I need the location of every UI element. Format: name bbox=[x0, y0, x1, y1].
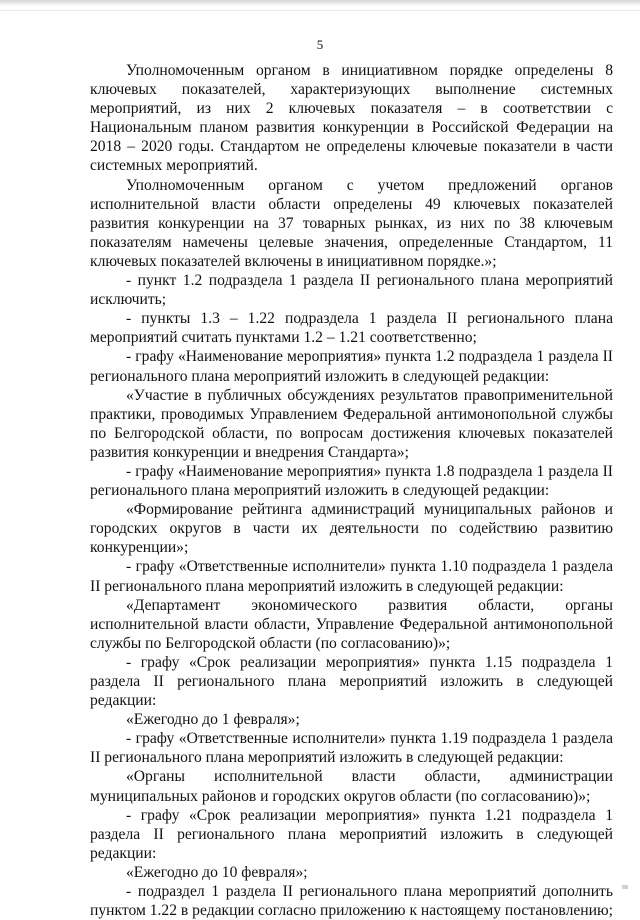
paragraph-item-1-21-deadline: - графу «Срок реализации мероприятия» пункта 1.21 подраздела 1 раздела II регионального плана мероприятий изложить в следующей редакции: bbox=[90, 806, 613, 862]
page-number: 5 bbox=[316, 37, 324, 52]
paragraph-item-1-19-text: «Органы исполнительной власти области, администрации муниципальных районов и городских округов области (по согласованию)»; bbox=[90, 768, 613, 805]
paragraph-item-1-22-add: - подраздел 1 раздела II регионального плана мероприятий дополнить пунктом 1.22 в редакции согласно приложению к настоящему постановлению; bbox=[90, 883, 613, 920]
paragraph-item-1-2-name: - графу «Наименование мероприятия» пункта 1.2 подраздела 1 раздела II регионального плана мероприятий изложить в следующей редакции: bbox=[90, 348, 613, 385]
paragraph-item-1-21-text: «Ежегодно до 10 февраля»; bbox=[126, 863, 308, 881]
paragraph-item-1-15-deadline: - графу «Срок реализации мероприятия» пункта 1.15 подраздела 1 раздела II регионального плана мероприятий изложить в следующей редакции: bbox=[90, 653, 613, 710]
paragraph-item-1-10-text: «Департамент экономического развития области, органы исполнительной власти области, Управление Федеральной антимонопольной службы по Белгородской области (по согласованию)»; bbox=[90, 596, 613, 652]
paragraph-item-1-8-name: - графу «Наименование мероприятия» пункта 1.8 подраздела 1 раздела II регионального плана мероприятий изложить в следующей редакции: bbox=[90, 462, 613, 500]
document-body bbox=[90, 61, 613, 920]
scan-edge-line bbox=[0, 10, 640, 11]
paragraph-item-exclude: - пункт 1.2 подраздела 1 раздела II регионального плана мероприятий исключить; bbox=[90, 272, 613, 309]
paragraph-item-1-15-text: «Ежегодно до 1 февраля»; bbox=[126, 711, 300, 729]
paragraph-item-1-10-executors: - графу «Ответственные исполнители» пункта 1.10 подраздела 1 раздела II регионального плана мероприятий изложить в следующей редакции: bbox=[90, 558, 613, 595]
paragraph-item-1-19-executors: - графу «Ответственные исполнители» пункта 1.19 подраздела 1 раздела II регионального плана мероприятий изложить в следующей редакции: bbox=[90, 730, 613, 767]
paragraph-item-renumber: - пункты 1.3 – 1.22 подраздела 1 раздела II регионального плана мероприятий считать пунктами 1.2 – 1.21 соответственно; bbox=[90, 310, 613, 347]
paragraph-item-1-2-text: «Участие в публичных обсуждениях результатов правоприменительной практики, проводимых Управлением Федеральной антимонопольной службы по Белгородской области, по вопросам достижения ключевых показателей развития конкуренции и внедрения Стандарта»; bbox=[90, 386, 613, 461]
paragraph-item-1-8-text: «Формирование рейтинга администраций муниципальных районов и городских округов в части их деятельности по содействию развитию конкуренции»; bbox=[90, 501, 613, 557]
paragraph-key-indicators-systemic: Уполномоченным органом в инициативном порядке определены 8 ключевых показателей, характеризующих выполнение системных мероприятий, из них 2 ключевых показателя – в соответствии с Национальным планом развития конкуренции в Российской Федерации на 2018 – 2020 годы. Стандартом не определены ключевые показатели в части системных мероприятий. bbox=[90, 62, 613, 175]
scan-artifact bbox=[622, 885, 628, 889]
scan-edge-shadow bbox=[0, 0, 640, 6]
paragraph-key-indicators-markets: Уполномоченным органом с учетом предложений органов исполнительной власти области определены 49 ключевых показателей развития конкуренции на 37 товарных рынках, из них по 38 ключевым показателям намечены целевые значения, определенные Стандартом, 11 ключевых показателей включены в инициативном порядке.»; bbox=[90, 176, 613, 270]
